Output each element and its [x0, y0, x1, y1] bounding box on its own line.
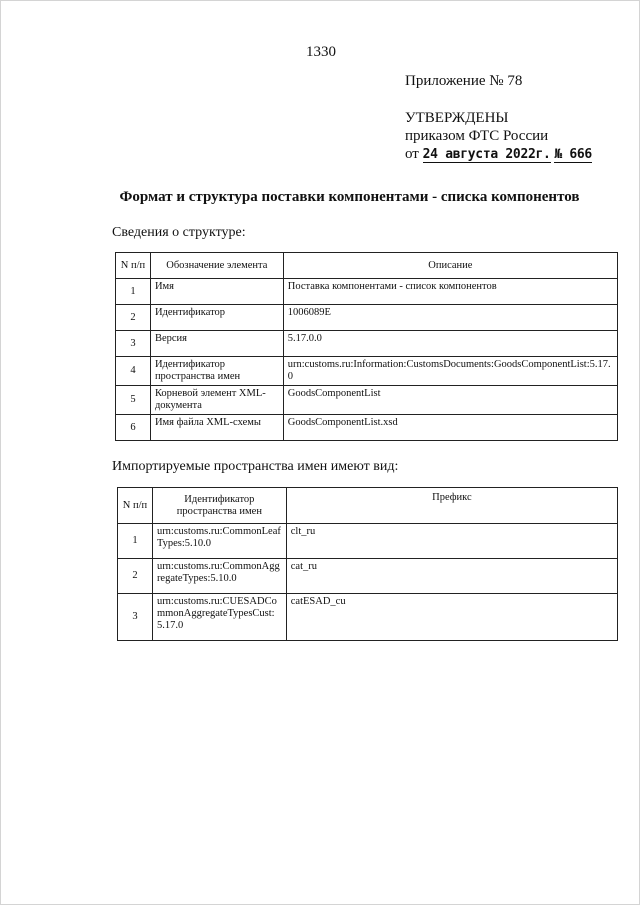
table-row — [116, 331, 618, 357]
order-number-stamp: № 666 — [554, 147, 592, 162]
table-row — [116, 305, 618, 331]
row-number: 6 — [116, 415, 151, 441]
approved-label: УТВЕРЖДЕНЫ — [405, 110, 509, 126]
order-date-stamp: 24 августа 2022г. — [422, 147, 551, 162]
document-title: Формат и структура поставки компонентами - списка компонентов — [119, 189, 580, 205]
element-name: Корневой элемент XML-документа — [150, 386, 283, 415]
table-header-row — [118, 488, 618, 524]
table-row — [118, 559, 618, 594]
table-header-row — [116, 253, 618, 279]
namespace-prefix: clt_ru — [286, 524, 617, 559]
column-header: Описание — [283, 253, 617, 279]
namespace-identifier: urn:customs.ru:CommonLeafTypes:5.10.0 — [152, 524, 286, 559]
element-name: Версия — [150, 331, 283, 357]
page-number: 1330 — [306, 44, 336, 60]
namespaces-heading: Импортируемые пространства имен имеют вид: — [112, 459, 399, 474]
element-description: urn:customs.ru:Information:CustomsDocuments:GoodsComponentList:5.17.0 — [283, 357, 617, 386]
row-number: 1 — [116, 279, 151, 305]
namespace-identifier: urn:customs.ru:CommonAggregateTypes:5.10.0 — [152, 559, 286, 594]
date-prefix: от — [405, 146, 419, 162]
table-row — [118, 524, 618, 559]
row-number: 5 — [116, 386, 151, 415]
element-name: Идентификатор пространства имен — [150, 357, 283, 386]
namespace-prefix: catESAD_cu — [286, 594, 617, 641]
element-description: 1006089E — [283, 305, 617, 331]
row-number: 1 — [118, 524, 153, 559]
row-number: 4 — [116, 357, 151, 386]
row-number: 2 — [116, 305, 151, 331]
order-line: приказом ФТС России — [405, 128, 549, 144]
element-description: Поставка компонентами - список компонентов — [283, 279, 617, 305]
row-number: 3 — [116, 331, 151, 357]
structure-heading: Сведения о структуре: — [112, 225, 246, 240]
table-row — [116, 386, 618, 415]
row-number: 2 — [118, 559, 153, 594]
table-row — [116, 357, 618, 386]
element-name: Имя файла XML-схемы — [150, 415, 283, 441]
appendix-label: Приложение № 78 — [405, 73, 523, 89]
element-name: Имя — [150, 279, 283, 305]
element-description: GoodsComponentList.xsd — [283, 415, 617, 441]
namespaces-table — [117, 487, 618, 641]
column-header: Префикс — [286, 488, 617, 524]
structure-table — [115, 252, 618, 441]
element-description: GoodsComponentList — [283, 386, 617, 415]
element-name: Идентификатор — [150, 305, 283, 331]
row-number: 3 — [118, 594, 153, 641]
column-header: Идентификатор пространства имен — [152, 488, 286, 524]
order-date-line — [405, 146, 592, 163]
column-header: N п/п — [116, 253, 151, 279]
column-header: N п/п — [118, 488, 153, 524]
namespace-prefix: cat_ru — [286, 559, 617, 594]
table-row — [116, 415, 618, 441]
table-row — [118, 594, 618, 641]
table-row — [116, 279, 618, 305]
column-header: Обозначение элемента — [150, 253, 283, 279]
element-description: 5.17.0.0 — [283, 331, 617, 357]
namespace-identifier: urn:customs.ru:CUESADCommonAggregateTypesCust:5.17.0 — [152, 594, 286, 641]
